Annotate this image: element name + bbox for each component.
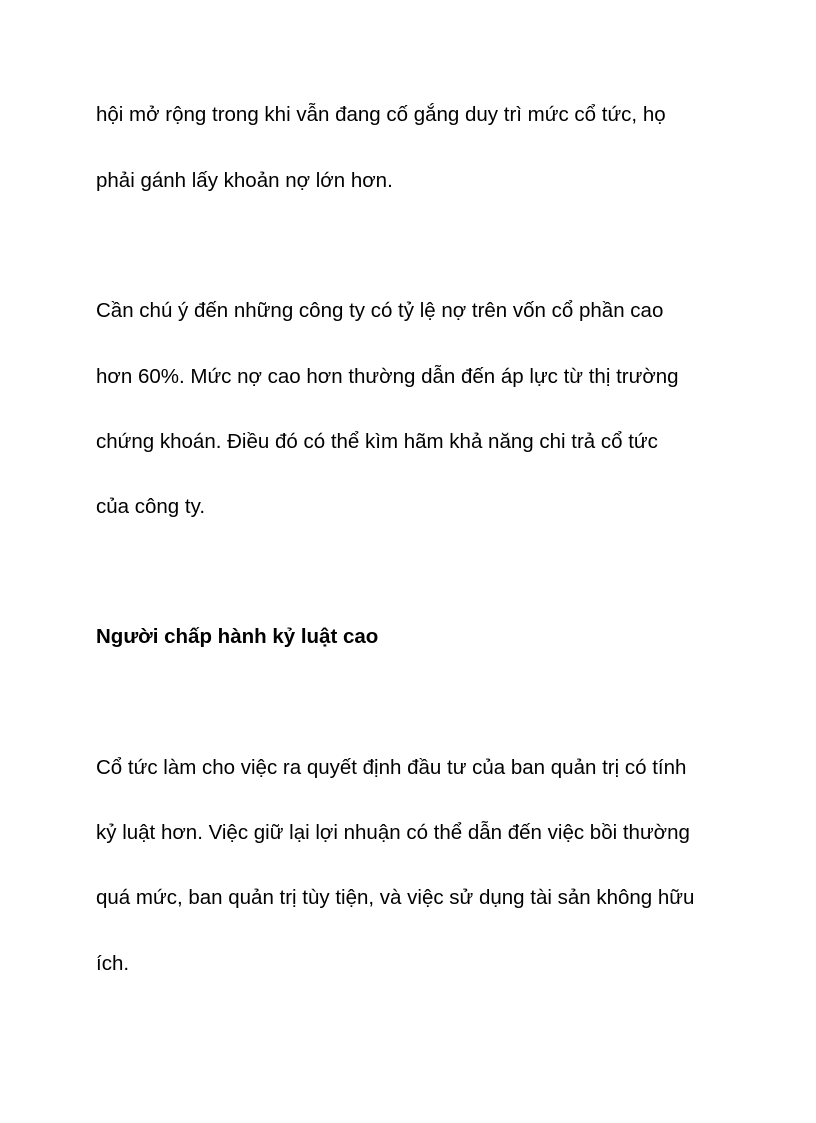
text-line: ích. [96,952,130,975]
text-line: hơn 60%. Mức nợ cao hơn thường dẫn đến áp lực từ thị trường [96,365,679,388]
text-line: kỷ luật hơn. Việc giữ lại lợi nhuận có thể dẫn đến việc bồi thường [96,821,690,844]
text-line: của công ty. [96,495,206,518]
section-heading: Người chấp hành kỷ luật cao [96,625,379,648]
text-line: hội mở rộng trong khi vẫn đang cố gắng duy trì mức cổ tức, họ [96,103,666,126]
text-line: Cần chú ý đến những công ty có tỷ lệ nợ trên vốn cổ phần cao [96,299,664,322]
text-line: phải gánh lấy khoản nợ lớn hơn. [96,169,393,192]
text-line: Cổ tức làm cho việc ra quyết định đầu tư của ban quản trị có tính [96,756,687,779]
text-line: quá mức, ban quản trị tùy tiện, và việc sử dụng tài sản không hữu [96,886,695,909]
text-line: chứng khoán. Điều đó có thể kìm hãm khả năng chi trả cổ tức [96,430,658,453]
